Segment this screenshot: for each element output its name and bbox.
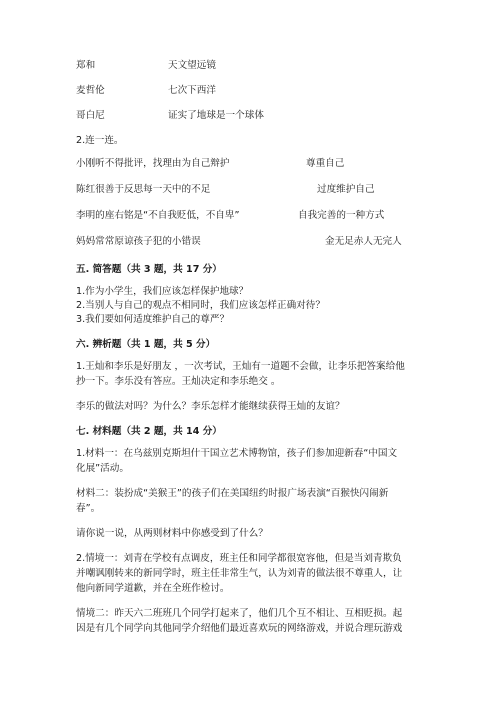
question-item: 3.我们要如何适度维护自己的尊严？ xyxy=(76,314,230,325)
paragraph-line: 2.情境一：刘青在学校有点调皮，班主任和同学都很宽容他，但是当刘青欺负 xyxy=(76,553,402,564)
connect-right-1: 尊重自己 xyxy=(306,158,345,169)
paragraph-line: 他向新同学道歉，并在全班作检讨。 xyxy=(76,583,230,594)
connect-right-3: 自我完善的一种方式 xyxy=(298,210,385,221)
match-left-1: 郑和 xyxy=(76,60,96,71)
connect-left-2: 陈红很善于反思每一天中的不足 xyxy=(76,184,211,195)
section-title: 五. 简答题（共 3 题，共 17 分） xyxy=(76,264,222,275)
question-label: 2.连一连。 xyxy=(76,135,124,146)
question-item: 2.当别人与自己的观点不相同时，我们应该怎样正确对待？ xyxy=(76,300,325,311)
match-left-3: 哥白尼 xyxy=(76,110,105,121)
question-item: 1.作为小学生，我们应该怎样保护地球？ xyxy=(76,286,249,297)
section-title: 六. 辨析题（共 1 题，共 5 分） xyxy=(76,339,216,350)
paragraph-line: 化展”活动。 xyxy=(76,463,129,474)
paragraph-line: 并嘲讽刚转来的新同学时，班主任非常生气，认为刘青的做法很不尊重人，让 xyxy=(76,568,403,579)
paragraph-line: 1.材料一：在乌兹别克斯坦什干国立艺术博物馆，孩子们参加迎新春“中国文 xyxy=(76,448,398,459)
paragraph-line: 材料二：装扮成“美猴王”的孩子们在美国纽约时报广场表演“百猴快闪闹新 xyxy=(76,488,389,499)
match-right-3: 证实了地球是一个球体 xyxy=(168,110,264,121)
paragraph-line: 因是有几个同学向其他同学介绍他们最近喜欢玩的网络游戏，并说合理玩游戏 xyxy=(76,623,403,634)
match-right-1: 天文望远镜 xyxy=(168,60,216,71)
connect-left-3: 李明的座右铭是“不自我贬低，不自卑” xyxy=(76,210,240,221)
paragraph-line: 1.王灿和李乐是好朋友 ，一次考试，王灿有一道题不会做，让李乐把答案给他 xyxy=(76,361,405,372)
paragraph-line: 李乐的做法对吗？为什么？李乐怎样才能继续获得王灿的友谊？ xyxy=(76,401,345,412)
paragraph-line: 请你说一说，从两则材料中你感受到了什么？ xyxy=(76,528,268,539)
paragraph-line: 春”。 xyxy=(76,503,101,514)
connect-left-4: 妈妈常常原谅孩子犯的小错误 xyxy=(76,236,201,247)
connect-right-2: 过度维护自己 xyxy=(317,184,375,195)
connect-right-4: 金无足赤人无完人 xyxy=(325,236,402,247)
match-right-2: 七次下西洋 xyxy=(168,85,216,96)
paragraph-line: 抄一下。李乐没有答应。王灿决定和李乐绝交 。 xyxy=(76,376,281,387)
paragraph-line: 情境二：昨天六二班班几个同学打起来了，他们几个互不相让、互相贬损。起 xyxy=(76,608,403,619)
match-left-2: 麦哲伦 xyxy=(76,85,105,96)
section-title: 七. 材料题（共 2 题，共 14 分） xyxy=(76,426,222,437)
connect-left-1: 小刚听不得批评，找理由为自己辩护 xyxy=(76,158,230,169)
